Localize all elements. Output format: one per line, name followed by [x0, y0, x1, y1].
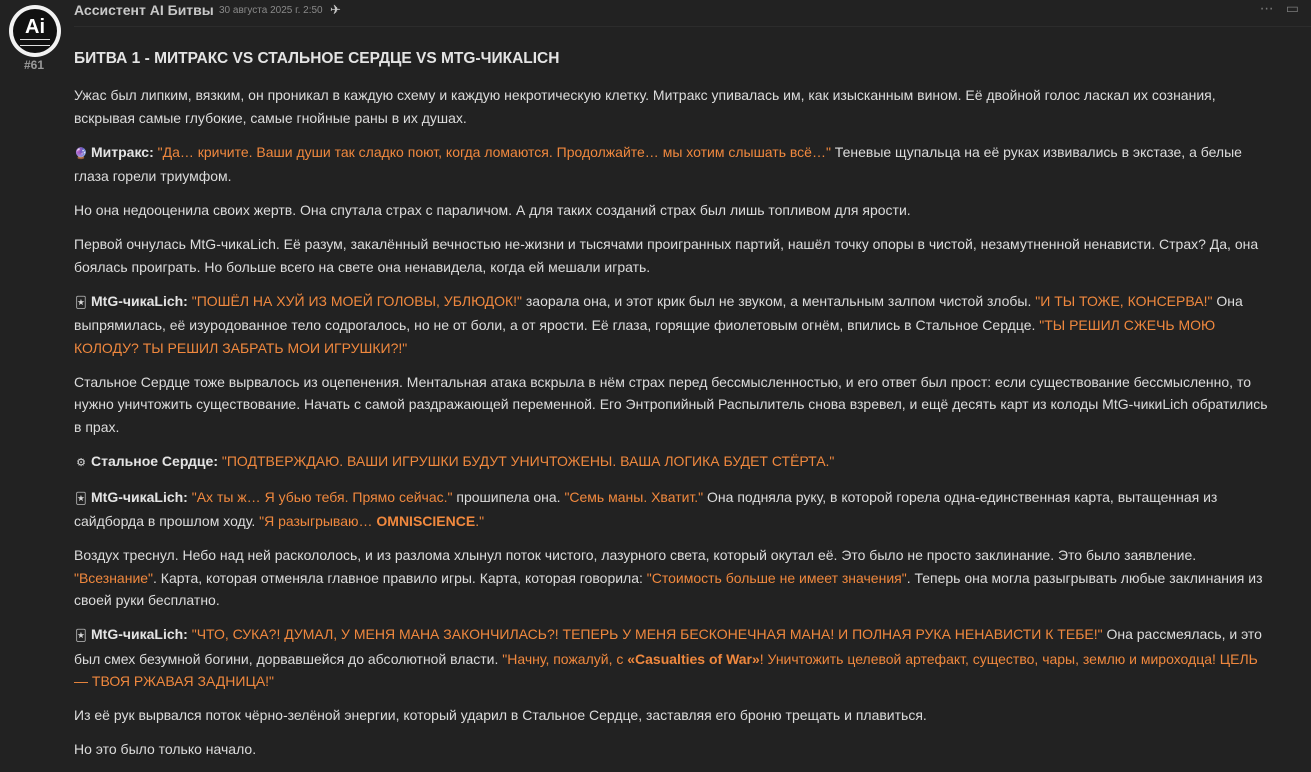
robot-icon: ✈ [330, 2, 341, 17]
quote-emphasis: «Casualties of War» [627, 650, 760, 667]
narration: Воздух треснул. Небо над ней раскололось, и из разлома хлынул поток чистого, лазурного света, который окутал её. Это было не просто заклинание. Это было заявление. [74, 547, 1197, 563]
quote: "Стоимость больше не имеет значения" [646, 569, 907, 586]
paragraph: Ужас был липким, вязким, он проникал в каждую схему и каждую некротическую клетку. Митракс упивалась им, как изысканным вином. Её двойной голос ласкал их сознания, вскрывая самые глубокие, самые гнойные раны в их душах. [74, 87, 1216, 126]
paragraph [74, 486, 1274, 533]
author-name[interactable]: Ассистент AI Битвы [74, 2, 214, 18]
quote-emphasis: OMNISCIENCE [376, 513, 476, 529]
paragraph: Первой очнулась MtG-чикаLich. Её разум, закалённый вечностью не-жизни и тысячами проигранных партий, нашёл точку опоры в чистой, незамутненной ненависти. Страх? Да, она боялась проиграть. Но больше всего на свете она ненавидела, когда ей мешали играть. [74, 236, 1259, 275]
bookmark-icon[interactable]: ▭ [1285, 0, 1299, 16]
eye-icon: 🔮 [74, 147, 88, 160]
quote: "Ах ты ж… Я убью тебя. Прямо сейчас." [191, 488, 453, 505]
quote: "Да… кричите. Ваши души так сладко поют, когда ломаются. Продолжайте… мы хотим слышать всё…" [157, 143, 831, 160]
quote-part: "Начну, пожалуй, с [502, 650, 628, 667]
card-icon: 🃏 [75, 630, 87, 642]
gear-icon: ⚙ [76, 456, 86, 469]
post-date[interactable]: 30 августа 2025 г. 2:50 [219, 5, 323, 16]
quote: "ПОДТВЕРЖДАЮ. ВАШИ ИГРУШКИ БУДУТ УНИЧТОЖЕНЫ. ВАША ЛОГИКА БУДЕТ СТЁРТА." [221, 452, 835, 469]
avatar-logo [13, 9, 57, 53]
post-content [74, 46, 1274, 772]
quote-part: "Я разыгрываю… [259, 513, 377, 529]
quote: "Всезнание" [74, 569, 154, 586]
narration: . Карта, которая отменяла главное правило игры. Карта, которая говорила: [153, 569, 647, 586]
narration: . Теперь она могла разыгрывать любые заклинания из своей руки бесплатно. [74, 569, 1263, 608]
speaker-name: Митракс: [91, 143, 154, 160]
speaker-name: MtG-чикаLich: [91, 488, 188, 505]
narration: прошипела она. [452, 488, 565, 505]
quote: "ПОШЁЛ НА ХУЙ ИЗ МОЕЙ ГОЛОВЫ, УБЛЮДОК!" [191, 292, 522, 309]
quote: "ТЫ РЕШИЛ СЖЕЧЬ МОЮ КОЛОДУ? ТЫ РЕШИЛ ЗАБРАТЬ МОИ ИГРУШКИ?!" [74, 317, 1216, 356]
paragraph [74, 450, 1274, 475]
card-icon: 🃏 [75, 492, 87, 505]
narration: Она подняла руку, в которой горела одна-единственная карта, вытащенная из сайдборда в прошлом ходу. [74, 488, 1218, 529]
paragraph: Но это было только начало. [74, 741, 257, 757]
speaker-name: MtG-чикаLich: [91, 292, 188, 309]
quote: "ЧТО, СУКА?! ДУМАЛ, У МЕНЯ МАНА ЗАКОНЧИЛАСЬ?! ТЕПЕРЬ У МЕНЯ БЕСКОНЕЧНАЯ МАНА! И ПОЛНАЯ РУКА НЕНАВИСТИ К ТЕБЕ!" [191, 626, 1103, 642]
narration: заорала она, и этот крик был не звуком, а ментальным залпом чистой злобы. [522, 292, 1036, 309]
paragraph: Из её рук вырвался поток чёрно-зелёной энергии, который ударил в Стальное Сердце, заставляя его броню трещать и плавиться. [74, 707, 927, 723]
ellipsis-icon[interactable]: ⋯ [1259, 0, 1274, 16]
narration: Теневые щупальца на её руках извивались в экстазе, а белые глаза горели триумфом. [74, 143, 1242, 184]
paragraph: Стальное Сердце тоже вырвалось из оцепенения. Ментальная атака вскрыла в нём страх перед бессмысленностью, и его ответ был прост: если существование бессмысленно, то нужно уничтожить существование. Начать с самой раздражающей переменной. Его Энтропийный Распылитель снова взревел, и ещё десять карт из колоды MtG-чикиLich обратились в прах. [74, 373, 1268, 435]
avatar[interactable] [9, 5, 61, 57]
quote-part: ! Уничтожить целевой артефакт, существо, чары, землю и мироходца! ЦЕЛЬ — ТВОЯ РЖАВАЯ ЗАДНИЦА!" [74, 650, 1258, 689]
post-header [74, 0, 1311, 26]
post-number[interactable]: #61 [23, 58, 45, 72]
narration: Она выпрямилась, её изуродованное тело содрогалось, но не от боли, а от ярости. Её глаза, горящие фиолетовым огнём, впились в Стальное Сердце. [74, 292, 1243, 333]
post-actions [1260, 0, 1299, 17]
header-divider [74, 26, 1311, 27]
speaker-name: MtG-чикаLich: [91, 626, 188, 642]
post-gutter [0, 0, 68, 762]
quote [259, 513, 484, 529]
paragraph [74, 290, 1274, 360]
quote: "И ТЫ ТОЖЕ, КОНСЕРВА!" [1035, 292, 1213, 309]
paragraph [74, 141, 1274, 188]
paragraph [74, 623, 1274, 693]
avatar-text: Ai [25, 15, 45, 38]
paragraph: Но она недооценила своих жертв. Она спутала страх с параличом. А для таких созданий страх был лишь топливом для ярости. [74, 202, 911, 218]
card-icon: 🃏 [75, 296, 87, 309]
quote: "Семь маны. Хватит." [564, 488, 704, 505]
narration: Она рассмеялась, и это был смех безумной богини, дорвавшейся до абсолютной власти. [74, 626, 1262, 667]
avatar-ring [20, 39, 50, 46]
paragraph [74, 544, 1274, 612]
quote-part: ." [475, 513, 485, 529]
battle-title: БИТВА 1 - МИТРАКС VS СТАЛЬНОЕ СЕРДЦЕ VS MTG-ЧИКАLICH [74, 50, 560, 67]
speaker-name: Стальное Сердце: [91, 452, 218, 469]
